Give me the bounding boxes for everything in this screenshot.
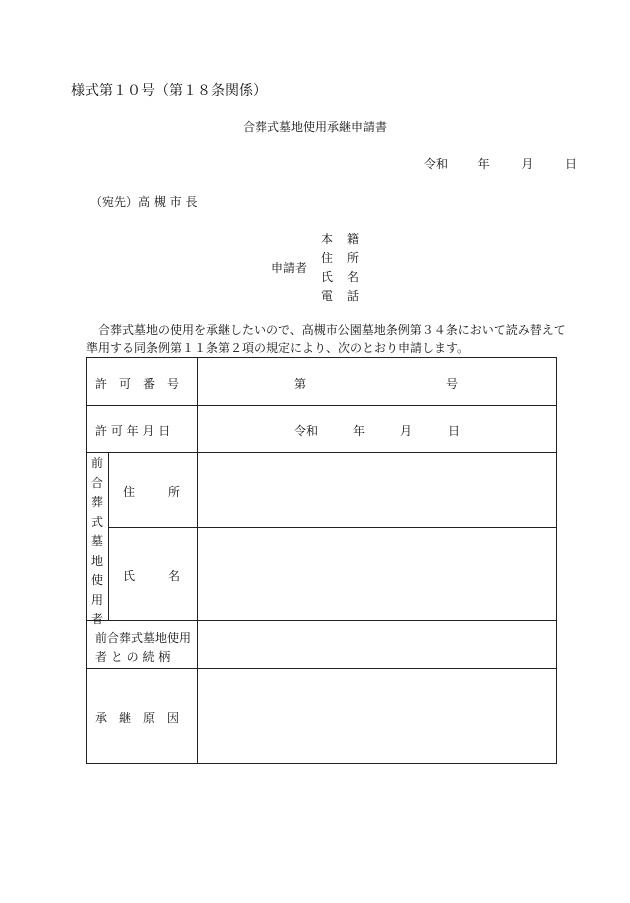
body-text: 合葬式墓地の使用を承継したいので、高槻市公園墓地条例第３４条において読み替えて 準用する同条例第１１条第２項の規定により、次のとおり申請します。 bbox=[86, 323, 566, 355]
relation-label-line1: 前合葬式墓地使用 bbox=[95, 631, 192, 645]
relation-label-line2: 者 と の 続 柄 bbox=[95, 650, 171, 664]
date-era: 令和 bbox=[424, 157, 449, 171]
applicant-field-phone: 電 話 bbox=[321, 289, 360, 303]
date-day: 日 bbox=[565, 157, 578, 171]
permit-number-prefix: 第 bbox=[294, 377, 307, 391]
document-title: 合葬式墓地使用承継申請書 bbox=[242, 120, 387, 134]
form-number: 様式第１０号（第１８条関係） bbox=[71, 83, 267, 99]
succession-cause-label: 承 継 原 因 bbox=[95, 711, 180, 725]
prev-user-address-field[interactable] bbox=[198, 453, 555, 526]
relation-field[interactable] bbox=[198, 621, 555, 667]
applicant-field-honseki: 本 籍 bbox=[321, 232, 360, 246]
permit-date-field[interactable] bbox=[198, 406, 555, 451]
addressee: （宛先）高 槻 市 長 bbox=[90, 195, 198, 209]
applicant-field-name: 氏 名 bbox=[321, 270, 360, 284]
permit-date-era: 令和 bbox=[294, 424, 319, 438]
prev-user-name-field[interactable] bbox=[198, 528, 555, 619]
date-year: 年 bbox=[477, 157, 490, 171]
permit-number-label: 許 可 番 号 bbox=[95, 377, 180, 391]
date-month: 月 bbox=[521, 157, 534, 171]
permit-number-field[interactable] bbox=[198, 358, 555, 404]
permit-date-month: 月 bbox=[400, 424, 413, 438]
applicant-label: 申請者 bbox=[271, 261, 308, 275]
date-row bbox=[424, 155, 577, 172]
prev-user-name-label: 氏 名 bbox=[123, 569, 181, 583]
succession-cause-field[interactable] bbox=[198, 669, 555, 762]
permit-date-day: 日 bbox=[448, 424, 461, 438]
permit-number-suffix: 号 bbox=[446, 377, 459, 391]
prev-user-address-label: 住 所 bbox=[123, 485, 181, 499]
permit-date-label: 許 可 年 月 日 bbox=[95, 424, 171, 438]
applicant-field-address: 住 所 bbox=[321, 251, 360, 265]
prev-user-vertical-label: 前 合 葬 式 墓 地 使 用 者 bbox=[90, 456, 103, 626]
permit-date-year: 年 bbox=[353, 424, 366, 438]
application-table bbox=[86, 357, 556, 764]
